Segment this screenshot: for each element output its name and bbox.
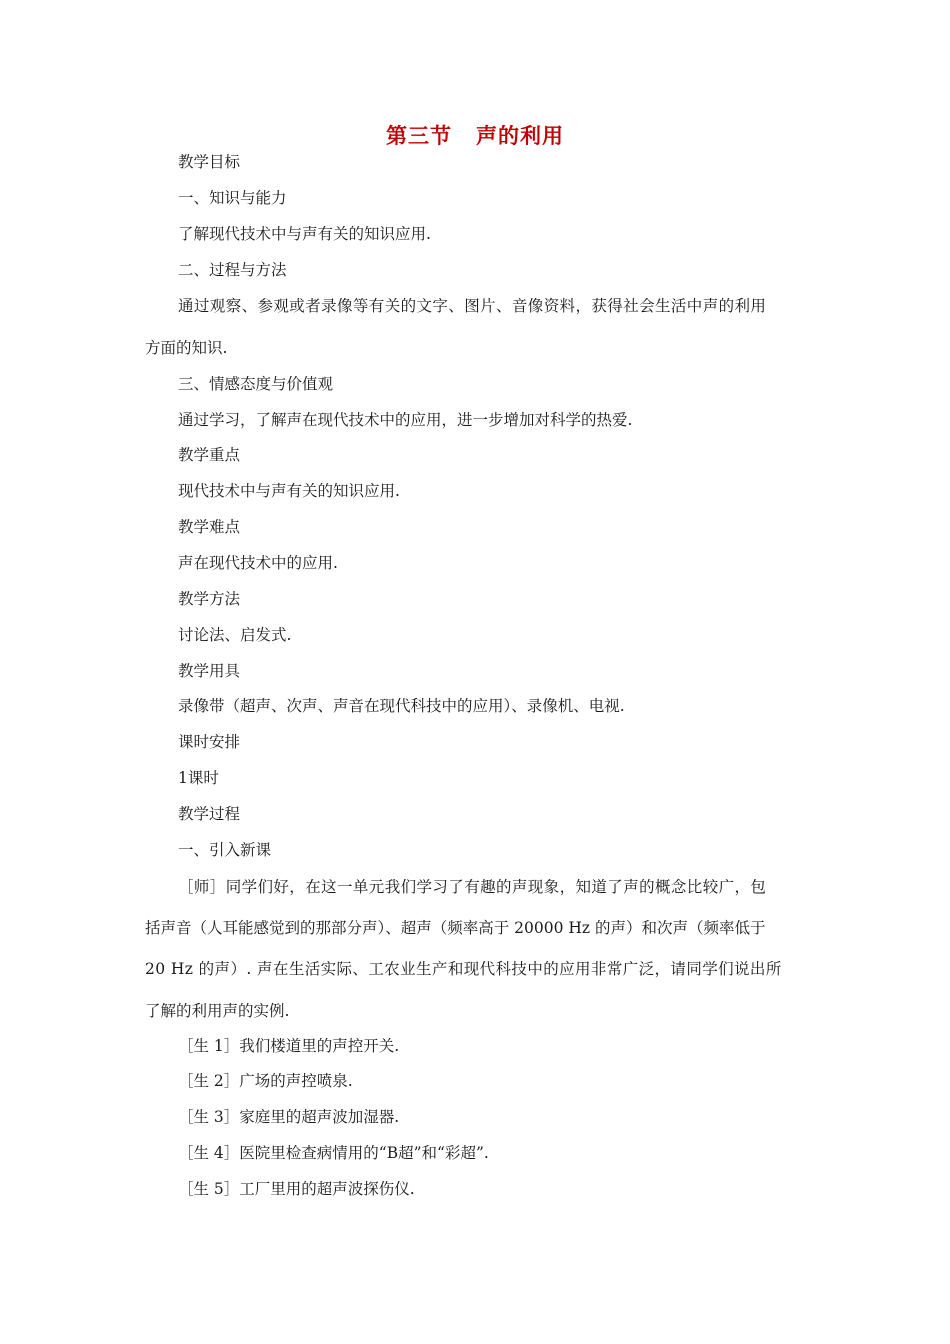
- paragraph-line: 了解现代技术中与声有关的知识应用.: [178, 225, 431, 243]
- heading-process-method: 二、过程与方法: [178, 261, 287, 279]
- paragraph-line: 通过学习，了解声在现代技术中的应用，进一步增加对科学的热爱.: [178, 411, 633, 429]
- paragraph-line: 声在现代技术中的应用.: [178, 554, 338, 572]
- heading-difficulties: 教学难点: [178, 518, 241, 536]
- student-answer: ［生 3］家庭里的超声波加湿器.: [178, 1108, 400, 1126]
- heading-teaching-goals: 教学目标: [178, 153, 241, 171]
- heading-introduction: 一、引入新课: [178, 841, 272, 859]
- paragraph-line: 录像带（超声、次声、声音在现代科技中的应用）、录像机、电视.: [178, 697, 625, 715]
- heading-knowledge-ability: 一、知识与能力: [178, 189, 287, 207]
- title-section-name: 声的利用: [476, 124, 564, 148]
- heading-teaching-methods: 教学方法: [178, 590, 241, 608]
- heading-key-points: 教学重点: [178, 446, 241, 464]
- student-answer: ［生 5］工厂里用的超声波探伤仪.: [178, 1180, 415, 1198]
- paragraph-line: 1课时: [178, 769, 219, 787]
- heading-teaching-tools: 教学用具: [178, 662, 241, 680]
- paragraph-line: 讨论法、启发式.: [178, 626, 292, 644]
- paragraph-line: 现代技术中与声有关的知识应用.: [178, 482, 400, 500]
- student-answer: ［生 1］我们楼道里的声控开关.: [178, 1037, 400, 1055]
- student-answer: ［生 2］广场的声控喷泉.: [178, 1072, 353, 1090]
- student-answer: ［生 4］医院里检查病情用的“B超”和“彩超”.: [178, 1144, 489, 1162]
- title-section-number: 第三节: [386, 124, 452, 148]
- paragraph-line: 方面的知识.: [145, 339, 228, 357]
- paragraph-line: 通过观察、参观或者录像等有关的文字、图片、音像资料，获得社会生活中声的利用: [178, 297, 767, 315]
- heading-teaching-process: 教学过程: [178, 805, 241, 823]
- paragraph-line: ［师］同学们好，在这一单元我们学习了有趣的声现象，知道了声的概念比较广，包: [178, 878, 767, 896]
- paragraph-line: 括声音（人耳能感觉到的那部分声）、超声（频率高于 20000 Hz 的声）和次声（频率低于: [145, 919, 766, 937]
- heading-schedule: 课时安排: [178, 733, 241, 751]
- paragraph-line: 了解的利用声的实例.: [145, 1002, 290, 1020]
- heading-emotion-values: 三、情感态度与价值观: [178, 375, 334, 393]
- paragraph-line: 20 Hz 的声）. 声在生活实际、工农业生产和现代科技中的应用非常广泛，请同学们说出所: [145, 960, 782, 978]
- page-title: [0, 120, 950, 150]
